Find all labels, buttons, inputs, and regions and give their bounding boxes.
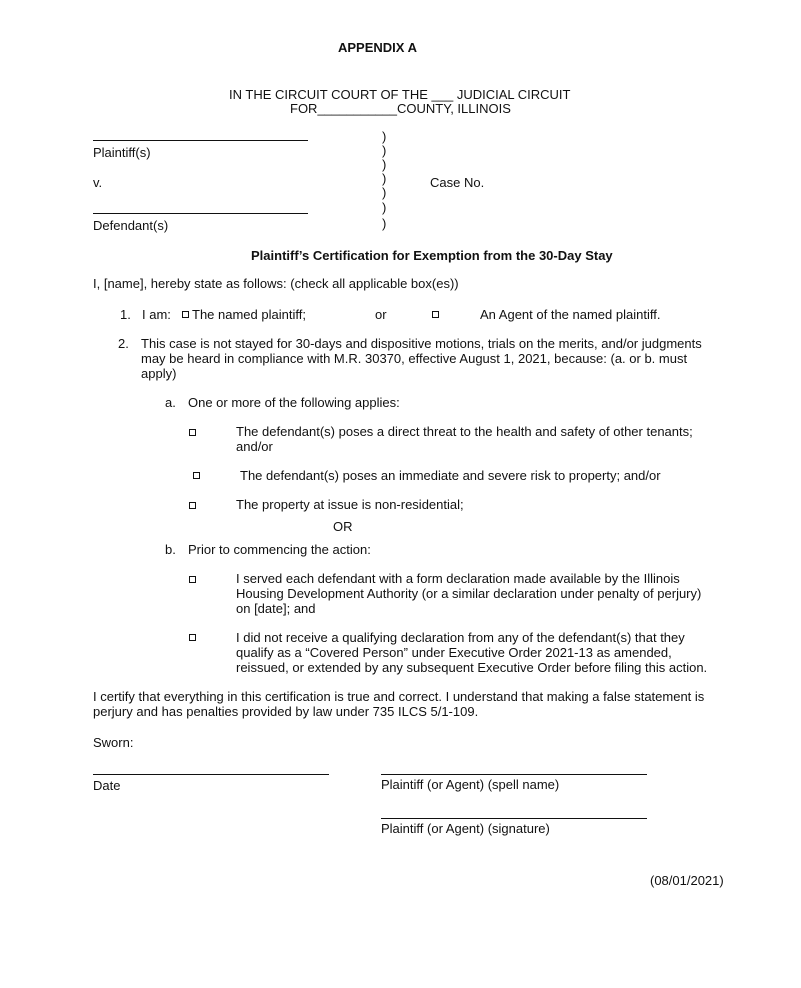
court-line-1-suffix: JUDICIAL CIRCUIT [456, 87, 571, 102]
paren: ) [382, 216, 387, 231]
option-direct-threat: The defendant(s) poses a direct threat to the health and safety of other tenants; and/or [236, 424, 693, 454]
signature-label: Plaintiff (or Agent) (signature) [381, 821, 550, 836]
date-label: Date [93, 778, 121, 793]
court-line-1 [229, 87, 570, 102]
court-line-1-prefix: IN THE CIRCUIT COURT OF THE [229, 87, 428, 102]
checkbox-direct-threat[interactable] [189, 429, 196, 436]
item-2-text: This case is not stayed for 30-days and dispositive motions, trials on the merits, and/or judgments may be heard in compliance with M.R. 30370, effective August 1, 2021, because: (a. or b. must apply) [141, 336, 702, 381]
checkbox-risk-to-property[interactable] [193, 472, 200, 479]
defendant-name-line [93, 213, 308, 214]
form-revision-date: (08/01/2021) [650, 873, 724, 888]
plaintiff-label: Plaintiff(s) [93, 145, 151, 160]
versus-label: v. [93, 175, 103, 190]
item-2-or: OR [333, 519, 353, 534]
option-non-residential: The property at issue is non-residential; [236, 497, 464, 512]
plaintiff-name-line [93, 140, 308, 141]
option-served-declaration: I served each defendant with a form declaration made available by the Illinois Housing Development Authority (or a similar declaration under penalty of perjury) on [date]; and [236, 571, 702, 616]
item-1-number: 1. [120, 307, 131, 322]
signature-line[interactable] [381, 818, 647, 819]
item-2-number: 2. [118, 336, 129, 351]
paren: ) [382, 129, 387, 144]
certification-statement: I certify that everything in this certification is true and correct. I understand that making a false statement is perjury and has penalties provided by law under 735 ILCS 5/1-109. [93, 689, 705, 719]
court-line-2 [290, 101, 511, 116]
option-agent: An Agent of the named plaintiff. [480, 307, 661, 322]
court-line-2-prefix: FOR [290, 101, 318, 116]
appendix-heading: APPENDIX A [338, 40, 417, 55]
item-2b-text: Prior to commencing the action: [188, 542, 371, 557]
paren: ) [382, 171, 387, 186]
case-number-label: Case No. [430, 175, 485, 190]
sworn-label: Sworn: [93, 735, 134, 750]
paren: ) [382, 157, 387, 172]
intro-statement: I, [name], hereby state as follows: (check all applicable box(es)) [93, 276, 459, 291]
option-risk-to-property: The defendant(s) poses an immediate and severe risk to property; and/or [240, 468, 661, 483]
option-named-plaintiff: The named plaintiff; [192, 307, 306, 322]
date-line[interactable] [93, 774, 329, 775]
circuit-blank: ___ [431, 87, 454, 102]
checkbox-agent[interactable] [432, 311, 439, 318]
spell-name-label: Plaintiff (or Agent) (spell name) [381, 777, 560, 792]
paren: ) [382, 185, 387, 200]
checkbox-no-declaration[interactable] [189, 634, 196, 641]
option-no-declaration: I did not receive a qualifying declaration from any of the defendant(s) that they qualify as a “Covered Person” under Executive Order 2021-13 as amended, reissued, or extended by any subsequent Executive Order before filing this action. [236, 630, 708, 675]
item-2a-letter: a. [165, 395, 176, 410]
certification-title: Plaintiff’s Certification for Exemption from the 30-Day Stay [251, 248, 613, 263]
defendant-label: Defendant(s) [93, 218, 169, 233]
item-1-lead: I am: [142, 307, 171, 322]
county-blank: ___________ [317, 101, 397, 116]
paren: ) [382, 143, 387, 158]
paren: ) [382, 200, 387, 215]
checkbox-served-declaration[interactable] [189, 576, 196, 583]
item-2b-letter: b. [165, 542, 176, 557]
court-line-2-suffix: COUNTY, ILLINOIS [396, 101, 511, 116]
item-1-or: or [375, 307, 387, 322]
spell-name-line[interactable] [381, 774, 647, 775]
checkbox-named-plaintiff[interactable] [182, 311, 189, 318]
item-2a-text: One or more of the following applies: [188, 395, 400, 410]
checkbox-non-residential[interactable] [189, 502, 196, 509]
